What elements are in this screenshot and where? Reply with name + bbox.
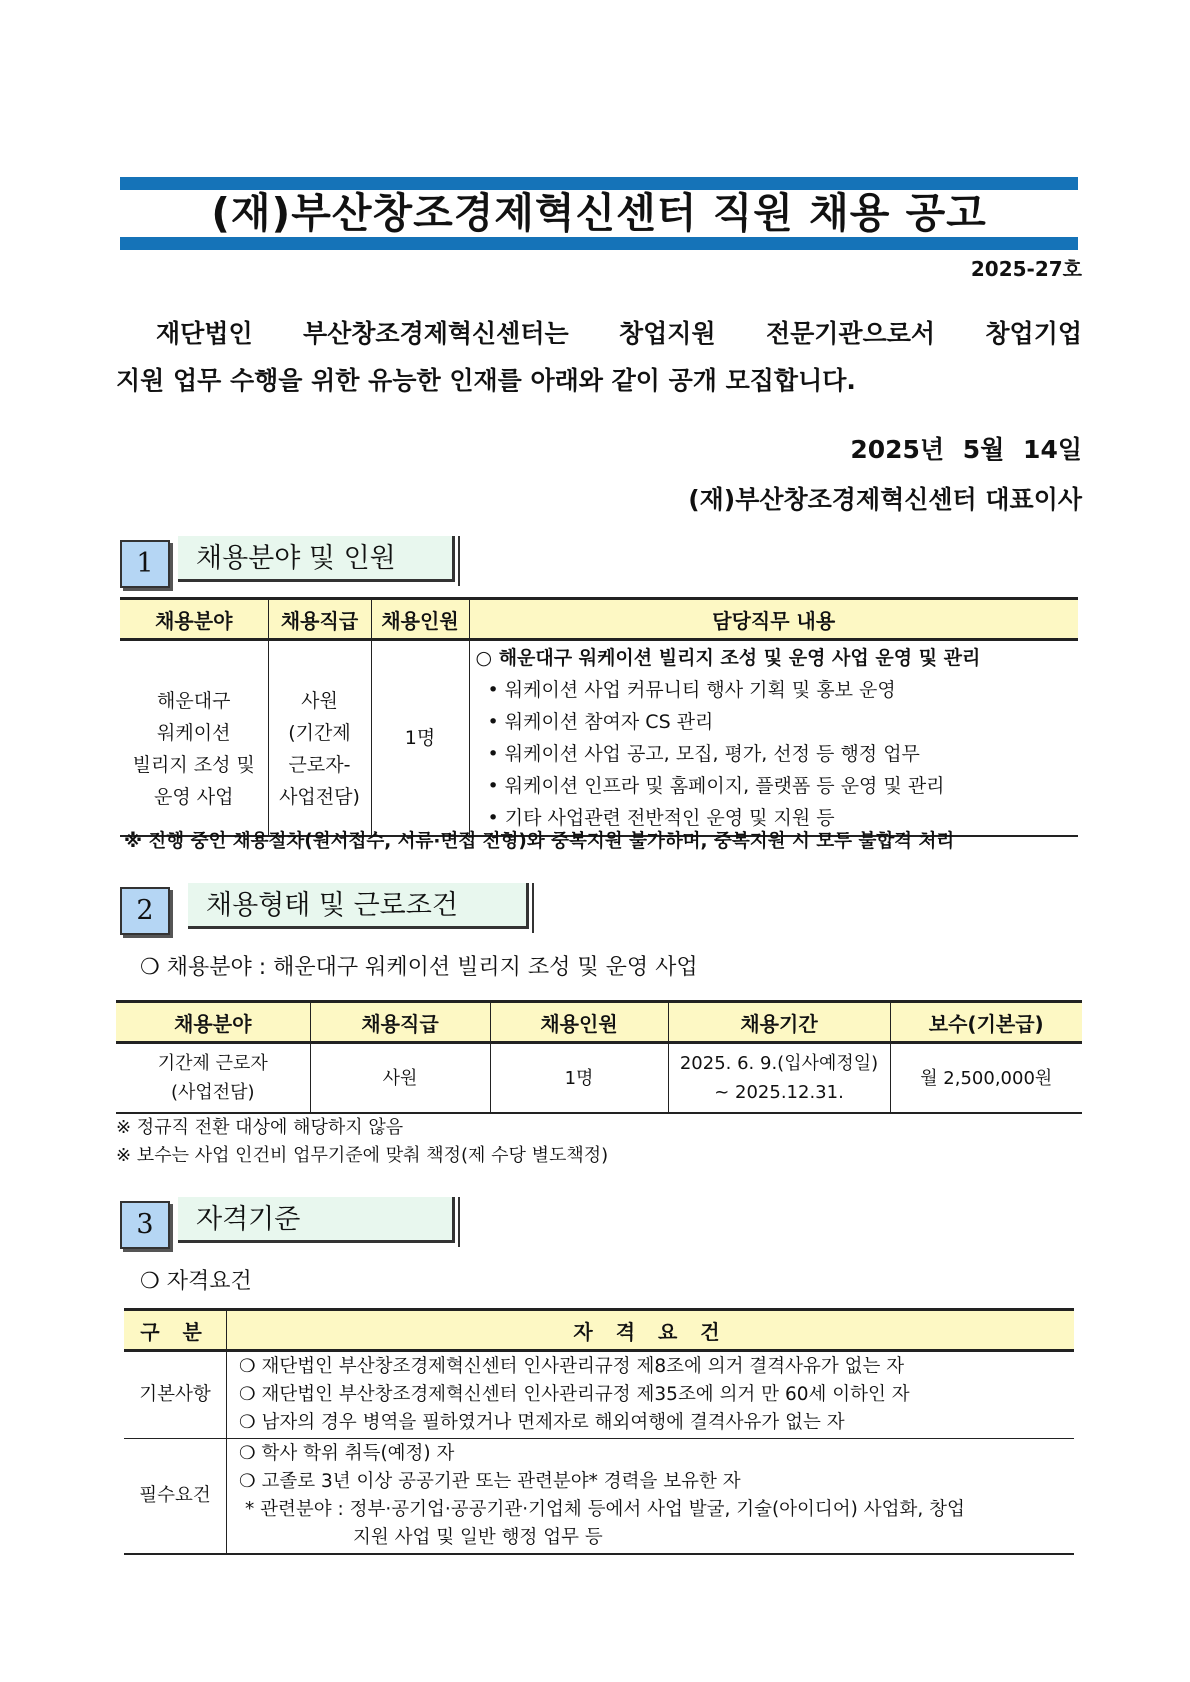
table-row — [120, 640, 1078, 837]
duty-item: • 기타 사업관련 전반적인 운영 및 지원 등 — [487, 807, 835, 829]
table-header: 채용인원 — [490, 1002, 668, 1043]
qualification-table — [124, 1308, 1074, 1555]
document-number: 2025-27호 — [970, 257, 1082, 281]
table-header: 보수(기본급) — [890, 1002, 1082, 1043]
section-1-note: ※ 진행 중인 채용절차(원서접수, 서류·면접 전형)와 중복지원 불가하며, 중복지원 시 모두 불합격 처리 — [124, 831, 955, 852]
duty-item: • 워케이션 사업 커뮤니티 행사 기획 및 홍보 운영 — [487, 679, 896, 701]
category-required: 필수요건 — [124, 1439, 227, 1555]
period-line: ~ 2025.12.31. — [714, 1082, 844, 1103]
table-header: 채용분야 — [120, 599, 268, 640]
section-2-number: 2 — [120, 887, 170, 935]
table-row — [116, 1043, 1082, 1114]
table-header: 채용기간 — [668, 1002, 890, 1043]
section-2-note: ※ 보수는 사업 인건비 업무기준에 맞춰 책정(제 수당 별도책정) — [116, 1145, 609, 1166]
section-1-number: 1 — [120, 540, 170, 588]
grade-line: 사업전담) — [279, 786, 360, 808]
grade-line: (기간제 — [288, 722, 351, 744]
period-cell — [668, 1043, 890, 1114]
intro-paragraph — [116, 310, 1082, 404]
field-line: 운영 사업 — [154, 786, 234, 808]
requirement-note — [239, 1496, 1073, 1552]
field-cell — [116, 1043, 310, 1114]
duty-cell — [469, 640, 1078, 837]
field-line: 해운대구 — [157, 690, 231, 712]
section-3-title: 자격기준 — [178, 1197, 455, 1243]
table-header: 구 분 — [124, 1310, 227, 1351]
intro-line-2: 지원 업무 수행을 위한 유능한 인재를 아래와 같이 공개 모집합니다. — [116, 366, 856, 395]
table-header: 담당직무 내용 — [469, 599, 1078, 640]
requirement-item: ❍ 학사 학위 취득(예정) 자 — [239, 1443, 455, 1464]
field-line: (사업전담) — [170, 1082, 255, 1103]
section-1-title: 채용분야 및 인원 — [178, 536, 455, 582]
field-line: 빌리지 조성 및 — [132, 754, 255, 776]
intro-line-1: 재단법인 부산창조경제혁신센터는 창업지원 전문기관으로서 창업기업 — [156, 319, 1082, 348]
table-row — [124, 1351, 1074, 1439]
section-3-number: 3 — [120, 1201, 170, 1249]
table-header: 채용분야 — [116, 1002, 310, 1043]
requirement-item: ❍ 고졸로 3년 이상 공공기관 또는 관련분야* 경력을 보유한 자 — [239, 1471, 741, 1492]
duty-item: • 워케이션 참여자 CS 관리 — [487, 711, 714, 733]
grade-line: 근로자- — [288, 754, 351, 776]
table-header: 채용직급 — [310, 1002, 490, 1043]
requirement-cell — [227, 1351, 1075, 1439]
count-cell: 1명 — [371, 640, 469, 837]
table-row — [124, 1439, 1074, 1555]
section-2-subtitle: ❍ 채용분야 : 해운대구 워케이션 빌리지 조성 및 운영 사업 — [140, 955, 698, 980]
category-basic: 기본사항 — [124, 1351, 227, 1439]
duty-head: ○ 해운대구 워케이션 빌리지 조성 및 운영 사업 운영 및 관리 — [475, 647, 981, 669]
requirement-cell — [227, 1439, 1075, 1555]
grade-cell: 사원 — [310, 1043, 490, 1114]
grade-cell — [268, 640, 371, 837]
section-2-title: 채용형태 및 근로조건 — [188, 883, 529, 929]
issuer: (재)부산창조경제혁신센터 대표이사 — [688, 485, 1082, 514]
requirement-note-line: * 관련분야 : 정부·공기업·공공기관·기업체 등에서 사업 발굴, 기술(아이디어) 사업화, 창업 — [245, 1499, 965, 1520]
duty-item: • 워케이션 인프라 및 홈페이지, 플랫폼 등 운영 및 관리 — [487, 775, 945, 797]
requirement-note-line: 지원 사업 및 일반 행정 업무 등 — [353, 1527, 603, 1548]
pay-cell: 월 2,500,000원 — [890, 1043, 1082, 1114]
grade-line: 사원 — [301, 690, 338, 712]
count-cell: 1명 — [490, 1043, 668, 1114]
duty-item: • 워케이션 사업 공고, 모집, 평가, 선정 등 행정 업무 — [487, 743, 920, 765]
table-header: 채용직급 — [268, 599, 371, 640]
field-line: 기간제 근로자 — [157, 1053, 268, 1074]
page-title: (재)부산창조경제혁신센터 직원 채용 공고 — [211, 189, 987, 237]
requirement-item: ❍ 재단법인 부산창조경제혁신센터 인사관리규정 제35조에 의거 만 60세 이하인 자 — [239, 1384, 910, 1405]
requirement-item: ❍ 남자의 경우 병역을 필하였거나 면제자로 해외여행에 결격사유가 없는 자 — [239, 1412, 845, 1433]
period-line: 2025. 6. 9.(입사예정일) — [679, 1053, 879, 1074]
requirement-item: ❍ 재단법인 부산창조경제혁신센터 인사관리규정 제8조에 의거 결격사유가 없는 자 — [239, 1356, 905, 1377]
table-header: 자 격 요 건 — [227, 1310, 1075, 1351]
employment-table — [116, 1000, 1082, 1114]
section-2-note: ※ 정규직 전환 대상에 해당하지 않음 — [116, 1117, 404, 1138]
table-header: 채용인원 — [371, 599, 469, 640]
field-cell — [120, 640, 268, 837]
recruitment-table — [120, 597, 1078, 837]
title-bar-bottom — [120, 237, 1078, 250]
section-3-subtitle: ❍ 자격요건 — [140, 1269, 252, 1294]
field-line: 워케이션 — [157, 722, 231, 744]
announcement-date: 2025년 5월 14일 — [850, 435, 1082, 464]
